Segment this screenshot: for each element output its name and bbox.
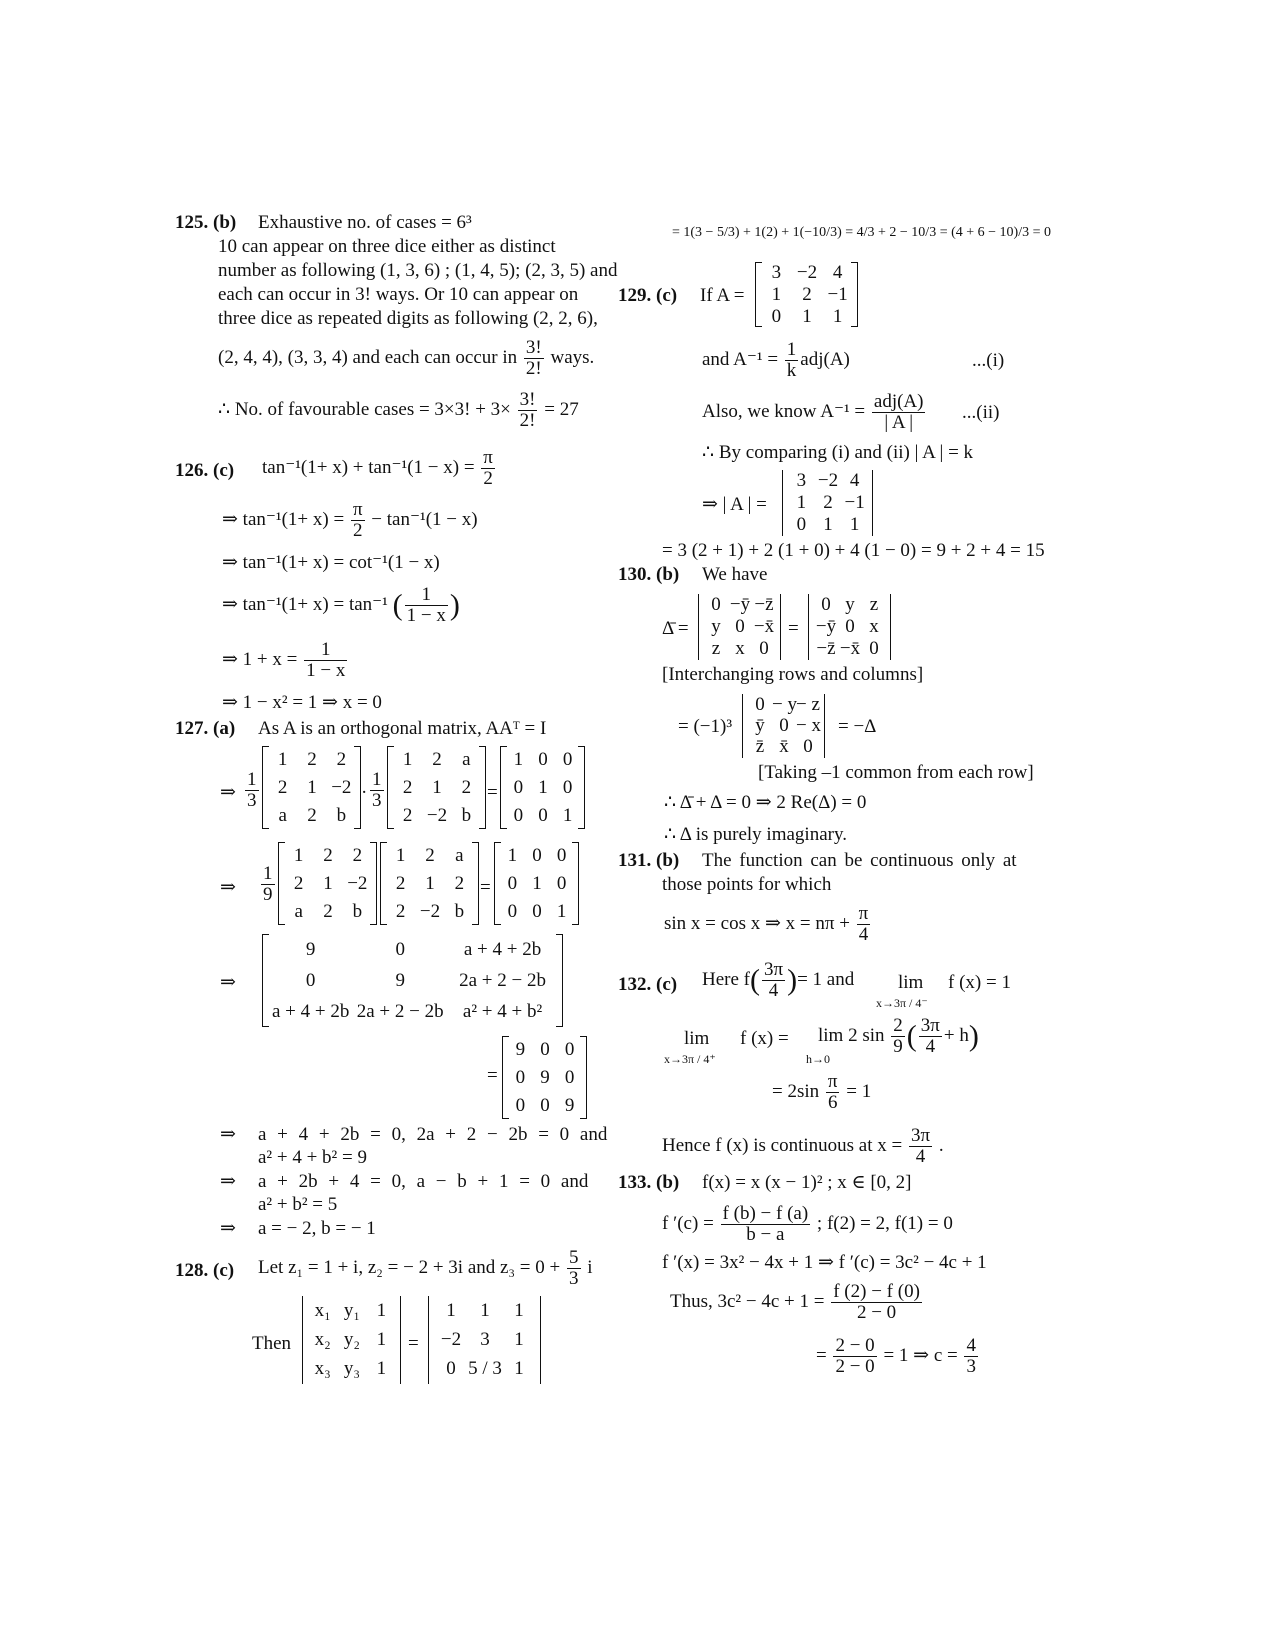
matrix-cell: y (845, 594, 855, 615)
matrix-cell: 2 (293, 873, 304, 894)
matrix-cell: b (454, 901, 465, 922)
matrix-cell: 1 (823, 514, 833, 535)
det-bar-right (540, 1296, 541, 1384)
matrix-cell: 9 (540, 1067, 550, 1088)
matrix-cell: 0 (803, 736, 813, 758)
q130-line4: [Taking –1 common from each row] (758, 762, 1034, 783)
det-bar-left (428, 1296, 429, 1384)
fraction: $\frac{3!}{2!}$ (525, 337, 542, 379)
matrix-cell: b (336, 805, 347, 826)
matrix-cell: 0 (845, 616, 855, 637)
matrix-cell: 4 (832, 262, 843, 283)
matrix-cell: 0 (507, 901, 518, 922)
q126-line5: ⇒ 1 + x = $\frac{1}{1 - x}$ (222, 639, 346, 681)
matrix-cell: −ȳ (815, 616, 837, 637)
matrix-cell: 1 (538, 777, 548, 798)
matrix-cell: − y (772, 693, 797, 715)
matrix-cell: 2 (425, 845, 435, 866)
matrix-cell: 1 (402, 749, 413, 770)
q125-line3: number as following (1, 3, 6) ; (1, 4, 5); (2, 3, 5) and (218, 260, 618, 281)
matrix-cell: 9 (515, 1039, 526, 1060)
matrix-cell: 1 (277, 749, 288, 770)
matrix-cell: 3 (796, 470, 807, 491)
matrix-cell: z (711, 638, 721, 659)
q129-line6: = 3 (2 + 1) + 2 (1 + 0) + 4 (1 − 0) = 9 + 2 + 4 = 15 (662, 540, 1045, 561)
matrix-cell: 1 (514, 1299, 524, 1321)
matrix-cell: 0 (556, 873, 567, 894)
q125-line2: 10 can appear on three dice either as distinct (218, 236, 556, 257)
q130-number: 130. (b) (618, 564, 680, 585)
matrix-cell: 1 (562, 805, 573, 826)
q125-line7: ∴ No. of favourable cases = 3×3! + 3× $\frac{3!}{2!}$ = 27 (218, 389, 579, 431)
q132-line3: = 2sin $\frac{\pi}{6}$ = 1 (772, 1071, 872, 1113)
q125-line6: (2, 4, 4), (3, 3, 4) and each can occur in $\frac{3!}{2!}$ ways. (218, 337, 595, 379)
matrix-cell: 2 (307, 749, 317, 770)
matrix-cell: 0 (513, 805, 524, 826)
matrix-cell: 3 (771, 262, 782, 283)
matrix-cell: 1 (771, 284, 782, 305)
q126-number: 126. (c) (175, 460, 235, 481)
q128-line1: Let z₁ = 1 + i, z₂ = − 2 + 3i and z₃ = 0 + $\frac{5}{3}$ i (258, 1247, 593, 1289)
matrix-cell: 0 (540, 1095, 550, 1116)
matrix-2 (387, 746, 487, 830)
matrix-cell: a + 4 + 2b (463, 938, 542, 960)
det-bar-left (742, 694, 743, 758)
matrix-cell: − x (796, 715, 821, 736)
neg-delta: = −Δ (838, 716, 877, 737)
q125-line5: three dice as repeated digits as following (2, 2, 6), (218, 308, 598, 329)
matrix-cell: ȳ (755, 715, 765, 736)
matrix-cell: 0 (532, 901, 542, 922)
matrix-cell: 1 (832, 306, 843, 327)
matrix-cell: −x̄ (839, 638, 861, 659)
matrix-cell: 2 (336, 749, 347, 770)
q129-number: 129. (c) (618, 285, 678, 306)
implies: ⇒ (220, 782, 236, 803)
q130-line2: [Interchanging rows and columns] (662, 664, 924, 685)
matrix-cell: 0 (711, 594, 721, 615)
q127-result2b: a² + b² = 5 (258, 1194, 338, 1215)
scalar: $\frac{1}{3}$ (372, 769, 382, 811)
equals: = (788, 618, 799, 639)
matrix-cell: −1 (827, 284, 848, 305)
implies: ⇒ (220, 1218, 236, 1239)
matrix-cell: 1 (513, 749, 524, 770)
matrix-cell: 0 (556, 845, 567, 866)
matrix-cell: 1 (376, 1299, 387, 1321)
matrix-cell: z̄ (755, 736, 765, 758)
matrix-cell: x₃ (314, 1358, 331, 1380)
equals: = (487, 1065, 498, 1086)
lim: lim (684, 1028, 710, 1049)
matrix-cell: 9 (395, 970, 405, 991)
matrix-cell: 1 (425, 873, 435, 894)
matrix-cell: 0 (515, 1095, 526, 1116)
q131-number: 131. (b) (618, 850, 680, 871)
matrix-cell: −z̄ (816, 638, 836, 659)
matrix-cell: 2 (402, 777, 413, 798)
q126-line4: ⇒ tan⁻¹(1+ x) = tan⁻¹ ( $\frac{1}{1 - x}$ ) (222, 584, 460, 626)
q129-line5: ⇒ | A | = (702, 494, 767, 515)
matrix-cell: −2 (817, 470, 839, 491)
matrix-cell: −ȳ (729, 594, 751, 615)
lim: lim (898, 972, 924, 993)
implies: ⇒ (220, 1124, 236, 1145)
matrix-cell: 1 (432, 777, 442, 798)
matrix-cell: −2 (426, 805, 448, 826)
q128-number: 128. (c) (175, 1260, 235, 1281)
matrix-cell: y₃ (343, 1358, 361, 1380)
q125-line4: each can occur in 3! ways. Or 10 can appear on (218, 284, 579, 305)
matrix-cell: a (294, 901, 303, 922)
q128-continued: = 1(3 − 5/3) + 1(2) + 1(−10/3) = 4/3 + 2 − 10/3 = (4 + 6 − 10)/3 = 0 (672, 225, 1051, 240)
matrix-cell: x₁ (314, 1299, 331, 1321)
matrix-cell: −2 (419, 901, 441, 922)
matrix-cell: 0 (796, 514, 807, 535)
matrix-cell: 0 (771, 306, 782, 327)
matrix-2b (380, 842, 480, 926)
matrix-cell: 1 (395, 845, 406, 866)
matrix-cell: − z (796, 693, 820, 715)
matrix-cell: −2 (331, 777, 352, 798)
matrix-a (755, 262, 859, 328)
q133-line4: Thus, 3c² − 4c + 1 = $\frac{f (2) - f (0)}{2 - 0}$ (670, 1281, 920, 1323)
q132-fx: f (x) = (740, 1028, 789, 1049)
q132-line1: Here f( $\frac{3\pi}{4}$ )= 1 and (702, 959, 855, 1001)
q130-line1: We have (702, 564, 768, 585)
determinant-values (428, 1296, 542, 1384)
q129-line2: and A⁻¹ = $\frac{1}{k}$ adj(A) (702, 339, 850, 381)
eq-ref-ii: ...(ii) (962, 402, 1000, 423)
matrix-cell: 0 (507, 873, 518, 894)
determinant-coords (302, 1296, 402, 1384)
eq-ref-i: ...(i) (972, 350, 1005, 371)
matrix-cell: 1 (796, 492, 807, 513)
matrix-cell: 0 (513, 777, 524, 798)
matrix-cell: 5 / 3 (468, 1358, 502, 1380)
matrix-cell: a (462, 749, 471, 770)
q125-line1: Exhaustive no. of cases = 6³ (258, 212, 472, 233)
matrix-cell: 1 (507, 845, 518, 866)
matrix-cell: 1 (556, 901, 567, 922)
matrix-cell: 1 (514, 1329, 524, 1350)
matrix-cell: −2 (796, 262, 818, 283)
q132-number: 132. (c) (618, 974, 678, 995)
det-bar-left (782, 470, 783, 536)
q131-line1: The function can be continuous only at (702, 850, 1017, 871)
neg-one-cubed: = (−1)³ (678, 716, 733, 737)
matrix-cell: 0 (562, 749, 573, 770)
matrix-cell: 0 (821, 594, 831, 615)
q132-line1b: f (x) = 1 (948, 972, 1011, 993)
scalar: $\frac{1}{3}$ (247, 769, 257, 811)
matrix-cell: −z̄ (754, 594, 774, 615)
matrix-cell: 2 (461, 777, 472, 798)
matrix-cell: 0 (305, 970, 316, 991)
determinant-a (782, 470, 874, 536)
det-bar-right (824, 694, 825, 758)
q125-number: 125. (b) (175, 212, 237, 233)
equals: = (487, 782, 498, 803)
matrix-cell: y (711, 616, 721, 637)
determinant-negated (742, 694, 826, 758)
matrix-cell: 1 (446, 1299, 456, 1321)
q133-line1: f(x) = x (x − 1)² ; x ∈ [0, 2] (702, 1172, 912, 1193)
matrix-cell: b (352, 901, 363, 922)
q127-result1b: a² + 4 + b² = 9 (258, 1147, 367, 1168)
matrix-cell: 1 (293, 845, 304, 866)
equals: = (480, 877, 491, 898)
matrix-cell: 2 (307, 805, 317, 826)
q133-line5: = $\frac{2 - 0}{2 - 0}$ = 1 ⇒ c = $\frac{4}{3}$ (816, 1335, 976, 1377)
implies: ⇒ (220, 972, 236, 993)
delta-bar: Δ̄ = (662, 618, 689, 639)
matrix-cell: 2 (802, 284, 812, 305)
matrix-cell: 2 (323, 901, 333, 922)
det-bar-left (808, 594, 809, 660)
matrix-cell: 0 (515, 1067, 526, 1088)
matrix-cell: 0 (869, 638, 879, 659)
matrix-cell: 2a + 2 − 2b (459, 970, 546, 991)
matrix-cell: x̄ (779, 736, 789, 758)
q132-line4: Hence f (x) is continuous at x = $\frac{3\pi}{4}$ . (662, 1125, 944, 1167)
q126-line6: ⇒ 1 − x² = 1 ⇒ x = 0 (222, 692, 382, 713)
matrix-cell: 0 (446, 1358, 456, 1380)
matrix-cell: 1 (802, 306, 812, 327)
lim-sub: x→3π / 4⁻ (876, 996, 928, 1010)
matrix-cell: 0 (538, 805, 548, 826)
result-matrix (502, 1036, 588, 1120)
matrix-cell: x (869, 616, 879, 637)
matrix-cell: 0 (735, 616, 745, 637)
q127-line1: As A is an orthogonal matrix, AAᵀ = I (258, 718, 547, 739)
matrix-cell: 2 (352, 845, 363, 866)
matrix-cell: 2 (823, 492, 833, 513)
q132-line2: lim 2 sin $\frac{2}{9}$ ( $\frac{3\pi}{4}$ + h) (818, 1015, 979, 1057)
q129-line4: ∴ By comparing (i) and (ii) | A | = k (702, 442, 974, 463)
identity-matrix (500, 746, 586, 830)
matrix-cell: 1 (849, 514, 860, 535)
det-bar-left (698, 594, 699, 660)
matrix-cell: 0 (779, 715, 789, 736)
then-label: Then (252, 1333, 292, 1354)
q130-line6: ∴ Δ is purely imaginary. (664, 824, 847, 845)
q131-line3: sin x = cos x ⇒ x = nπ + $\frac{\pi}{4}$ (664, 903, 869, 945)
matrix-cell: 9 (564, 1095, 575, 1116)
equals: = (408, 1333, 419, 1354)
scalar: $\frac{1}{9}$ (263, 863, 273, 905)
matrix-cell: y₂ (343, 1329, 361, 1350)
q126-line3: ⇒ tan⁻¹(1+ x) = cot⁻¹(1 − x) (222, 552, 440, 573)
det-bar-right (780, 594, 781, 660)
q126-line1: tan⁻¹(1+ x) + tan⁻¹(1 − x) = $\frac{\pi}{2}$ (262, 447, 493, 489)
matrix-cell: a (455, 845, 464, 866)
matrix-cell: 9 (305, 938, 316, 960)
matrix-cell: a² + 4 + b² (462, 1001, 543, 1023)
matrix-cell: 1 (514, 1358, 524, 1380)
matrix-1 (262, 746, 362, 830)
matrix-cell: 1 (376, 1358, 387, 1380)
matrix-cell: 2a + 2 − 2b (356, 1001, 444, 1023)
q127-number: 127. (a) (175, 718, 236, 739)
matrix-cell: 0 (540, 1039, 550, 1060)
fraction: $\frac{3!}{2!}$ (519, 389, 536, 431)
matrix-cell: y₁ (343, 1299, 361, 1321)
matrix-cell: 0 (564, 1067, 575, 1088)
q130-line5: ∴ Δ̄ + Δ = 0 ⇒ 2 Re(Δ) = 0 (664, 792, 867, 813)
q127-result3: a = − 2, b = − 1 (258, 1218, 376, 1239)
matrix-cell: −1 (844, 492, 865, 513)
matrix-cell: −x̄ (753, 616, 775, 637)
lim-sub: x→3π / 4⁺ (664, 1052, 716, 1066)
matrix-cell: 0 (538, 749, 548, 770)
matrix-cell: z (869, 594, 879, 615)
product-matrix (262, 934, 564, 1028)
matrix-cell: x₂ (314, 1329, 331, 1350)
matrix-cell: 1 (323, 873, 333, 894)
dot: · (361, 782, 368, 803)
identity-matrix-b (494, 842, 580, 926)
q133-line3: f ′(x) = 3x² − 4x + 1 ⇒ f ′(c) = 3c² − 4c + 1 (662, 1252, 987, 1273)
matrix-cell: 2 (323, 845, 333, 866)
matrix-cell: b (461, 805, 472, 826)
matrix-cell: 2 (277, 777, 288, 798)
q131-line2: those points for which (662, 874, 832, 895)
matrix-cell: −2 (347, 873, 368, 894)
determinant-transpose (808, 594, 892, 660)
implies: ⇒ (220, 1171, 236, 1192)
matrix-cell: 2 (402, 805, 413, 826)
matrix-cell: 0 (755, 693, 765, 715)
matrix-cell: 1 (376, 1329, 387, 1350)
matrix-cell: x (735, 638, 745, 659)
q126-line2: ⇒ tan⁻¹(1+ x) = $\frac{\pi}{2}$ − tan⁻¹(1 − x) (222, 499, 478, 541)
matrix-cell: 1 (480, 1299, 490, 1321)
matrix-cell: 0 (532, 845, 542, 866)
det-bar-right (872, 470, 873, 536)
matrix-cell: 1 (307, 777, 317, 798)
lim-sub: h→0 (806, 1052, 830, 1066)
if-a: If A = (700, 285, 745, 306)
matrix-cell: 4 (849, 470, 860, 491)
matrix-cell: 2 (395, 873, 406, 894)
det-bar-left (302, 1296, 303, 1384)
matrix-cell: 3 (480, 1329, 490, 1350)
matrix-cell: 0 (562, 777, 573, 798)
q127-result1: a + 4 + 2b = 0, 2a + 2 − 2b = 0 and (258, 1124, 608, 1145)
q133-line2: f ′(c) = $\frac{f (b) - f (a)}{b - a}$ ; f(2) = 2, f(1) = 0 (662, 1203, 953, 1245)
matrix-cell: a + 4 + 2b (271, 1001, 350, 1023)
det-bar-right (400, 1296, 401, 1384)
det-bar-right (890, 594, 891, 660)
matrix-cell: 1 (532, 873, 542, 894)
matrix-cell: 2 (454, 873, 465, 894)
matrix-cell: 2 (395, 901, 406, 922)
implies: ⇒ (220, 877, 236, 898)
matrix-cell: 2 (432, 749, 442, 770)
matrix-cell: 0 (395, 938, 405, 960)
matrix-cell: −2 (440, 1329, 462, 1350)
matrix-1b (278, 842, 378, 926)
q127-result2: a + 2b + 4 = 0, a − b + 1 = 0 and (258, 1171, 589, 1192)
determinant-conj (698, 594, 782, 660)
matrix-cell: 0 (759, 638, 769, 659)
matrix-cell: a (278, 805, 287, 826)
matrix-cell: 0 (564, 1039, 575, 1060)
q129-line3: Also, we know A⁻¹ = $\frac{\text{adj(A)}}{| A |}$ (702, 391, 924, 433)
q133-number: 133. (b) (618, 1172, 680, 1193)
